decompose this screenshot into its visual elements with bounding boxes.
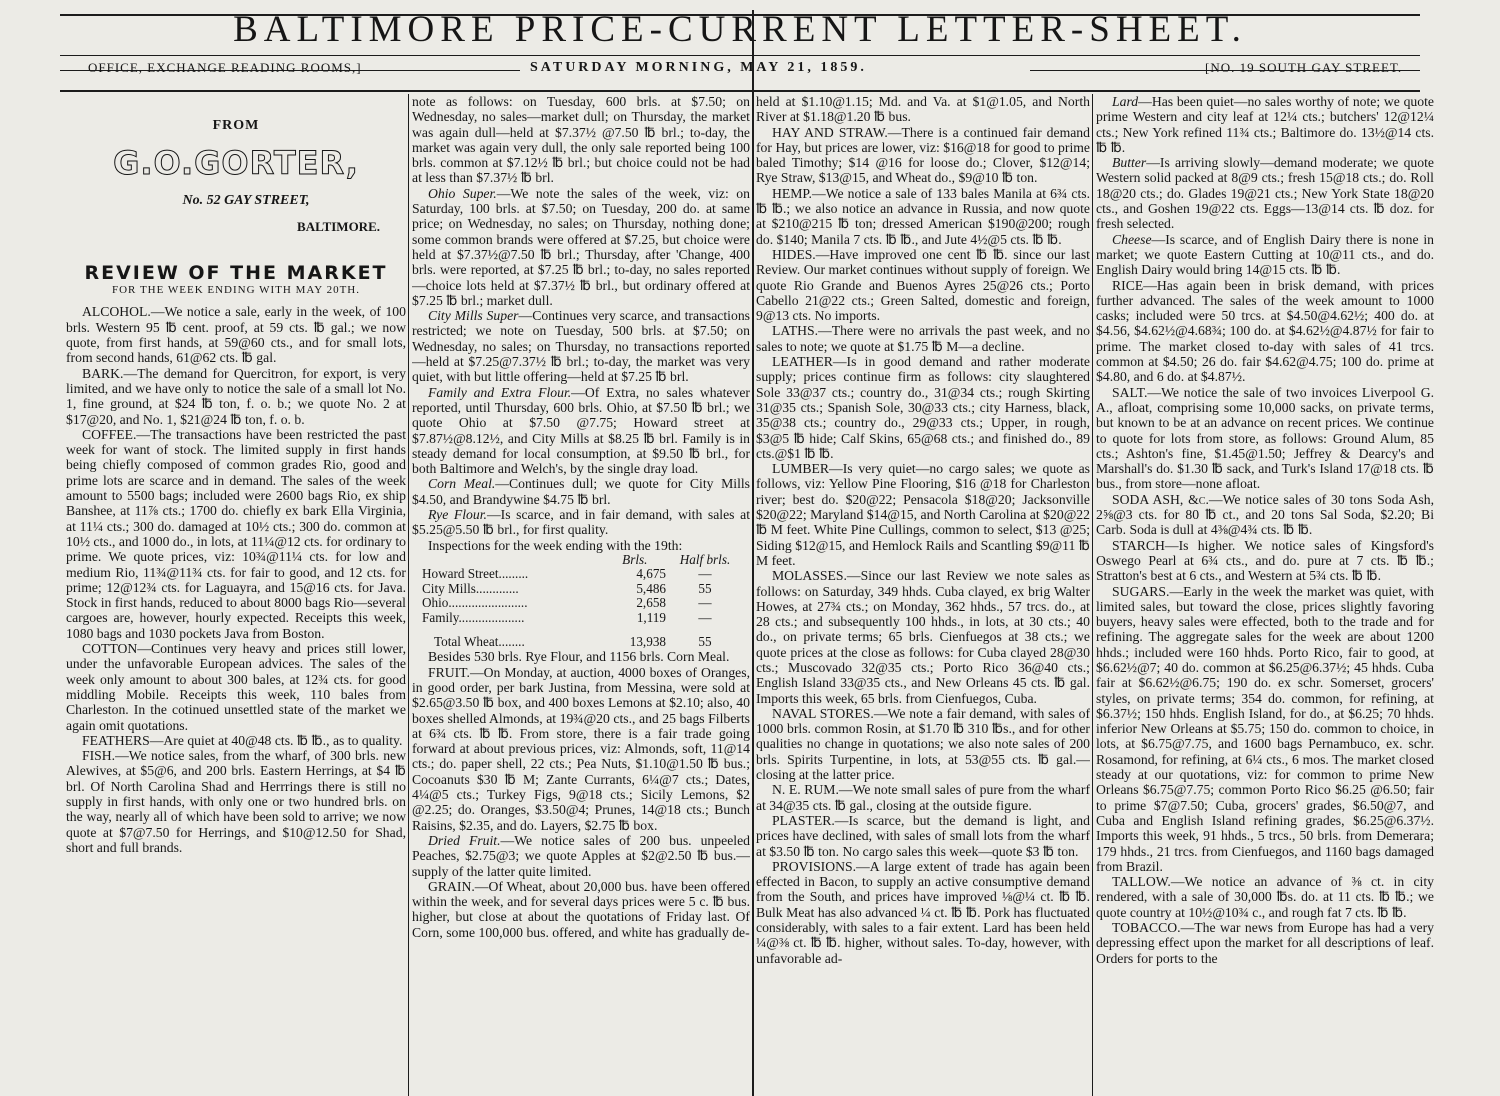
item-heading: Lard (1112, 94, 1139, 109)
market-item (1096, 94, 1434, 155)
market-item (756, 323, 1090, 354)
item-text: —Have improved one cent ℔ ℔. since our last Review. Our market continues without supply of foreign. We quote Rio Grande and Buenos Ayres 25@26 cts.; Porto Cabello 21@22 cts.; Green Salted, domestic and foreign, 9@13 cts. No imports. (756, 246, 1090, 324)
market-item (412, 665, 750, 833)
table-row (420, 582, 742, 596)
item-text: —We notice sales, from the wharf, of 300 brls. new Alewives, at $5@6, and 200 brls. Eastern Herrings, at $4 ℔ brl. Of North Carolina Shad and Herrrings there is still no supply in first hands, with only one or two hundred brls. on the way, nearly all of which have been sold to arrive; we now quote at $7@7.50 for Herrings, and $10@12.50 for Shad, short and full brands. (66, 748, 406, 855)
market-item (756, 247, 1090, 323)
market-item (756, 461, 1090, 568)
item-heading: Cheese (1112, 231, 1152, 247)
market-item (1096, 232, 1434, 278)
item-heading: Ohio Super. (428, 185, 497, 201)
market-item (412, 186, 750, 308)
market-item (412, 476, 750, 507)
item-heading: LATHS. (772, 323, 819, 339)
item-heading: Butter (1112, 155, 1147, 171)
column-3 (756, 94, 1090, 1090)
item-text: —Continues dull; we quote for City Mills $4.50, and Brandywine $4.75 ℔ brl. (412, 476, 750, 507)
table-row (420, 611, 742, 625)
table-cell: Total Wheat........ (434, 633, 525, 649)
item-text: —Has been quiet—no sales worthy of note; we quote prime Western and city leaf at 12¼ cts.; butchers' 12@12¼ cts.; New York refined 11¾ cts.; Baltimore do. 13½@14 cts. ℔ ℔. (1096, 94, 1434, 155)
item-heading: SODA ASH, &c. (1112, 491, 1209, 507)
item-heading: MOLASSES. (772, 568, 847, 584)
item-heading: N. E. RUM. (772, 782, 839, 798)
market-item (412, 879, 750, 940)
item-heading: COTTON (82, 641, 138, 657)
item-heading: TOBACCO. (1112, 920, 1181, 936)
item-text: —Of Extra, no sales whatever reported, until Thursday, 600 brls. Ohio, at $7.50 ℔ brl.; we quote Ohio at $7.50 @7.75; Howard street at $7.87½@8.12½, and City Mills at $8.25 ℔ brl. Family is in steady demand for local consumption, at $9.50 ℔ brl., for both Baltimore and Welch's, by the single dray load. (412, 384, 750, 477)
date-line: SATURDAY MORNING, MAY 21, 1859. (530, 60, 867, 75)
item-heading: Family and Extra Flour. (428, 384, 572, 400)
market-item: held at $1.10@1.15; Md. and Va. at $1@1.05, and North River at $1.18@1.20 ℔ bus. (756, 94, 1090, 125)
table-header-row (420, 553, 742, 567)
firm-address: No. 52 GAY STREET, (182, 193, 310, 209)
market-item (66, 748, 406, 855)
table-cell: 2,658 (636, 595, 666, 611)
market-item (756, 782, 1090, 813)
market-item (1096, 874, 1434, 920)
table-cell: 55 (698, 633, 712, 649)
market-item (1096, 584, 1434, 875)
item-text: —We notice the sale of two invoices Liverpool G. A., afloat, comprising some 10,000 sacks, on private terms, but known to be at an advance on recent prices. We continue to quote for lots from store, as follows: Ground Alum, 85 cts.; Ashton's fine, $1.45@1.50; Jeffrey & Dearcy's and Marshall's do. $1.30 ℔ sack, and Turk's Island 17@18 cts. ℔ bus., from store—none afloat. (1096, 384, 1434, 492)
subline-underline (60, 90, 1420, 92)
column-divider-2 (752, 10, 754, 1096)
column-1 (66, 94, 406, 1090)
item-text: —We note small sales of pure from the wharf at 34@35 cts. ℔ gal., closing at the outside figure. (756, 782, 1090, 813)
table-cell: 1,119 (636, 609, 666, 625)
item-heading: FRUIT. (428, 664, 470, 680)
item-heading: PLASTER. (772, 812, 835, 828)
item-text: —On Monday, at auction, 4000 boxes of Oranges, in good order, per bark Justina, from Messina, were sold at $2.65@3.50 ℔ box, and 400 boxes Lemons at $2.10; also, 40 boxes shelled Almonds, at 19¾@20 cts., and 25 bags Filberts at 6¾ cts. ℔ ℔. From store, there is a fair trade going forward at about previous prices, viz: Almonds, soft, 11@14 cts.; do. paper shell, 22 cts.; Pea Nuts, $1.10@1.50 ℔ bus.; Cocoanuts $30 ℔ M; Zante Currants, 6¼@7 cts.; Dates, 4¼@5 cts.; Turkey Figs, 9@18 cts.; Sicily Lemons, $2 @2.25; do. Oranges, $3.50@4; Prunes, 14@18 cts.; Bunch Raisins, $2.35, and do. Layers, $2.75 ℔ box. (412, 664, 750, 833)
item-heading: STARCH (1112, 537, 1165, 553)
market-item (1096, 538, 1434, 584)
item-text: —There were no arrivals the past week, and no sales to note; we quote at $1.75 ℔ M—a decline. (756, 323, 1090, 354)
inspections-title: Inspections for the week ending with the 19th: (428, 537, 683, 553)
item-heading: COFFEE. (82, 426, 137, 442)
item-heading: RICE (1112, 277, 1144, 293)
table-cell: — (698, 566, 712, 582)
market-item (412, 833, 750, 879)
item-heading: HIDES. (772, 246, 816, 262)
masthead-title: BALTIMORE PRICE-CURRENT LETTER-SHEET. (233, 9, 1247, 50)
item-heading: PROVISIONS. (772, 858, 857, 874)
column-divider-3 (1092, 94, 1093, 1096)
item-heading: FEATHERS (82, 732, 150, 748)
item-heading: GRAIN. (428, 878, 475, 894)
table-cell: City Mills............. (422, 580, 519, 596)
item-text: —Since our last Review we note sales as follows: on Saturday, 349 hhds. Cuba clayed, ex brig Walter Howes, at 27¾ cts.; on Monday, 362 hhds., 57 trcs. do., at 28 cts.; and subsequently 100 hhds., in lots, at 30 cts.; 40 do., on private terms; 65 brls. Cienfuegos at 38 cts.; we quote prices at the close as follows: for Cuba clayed 28@30 cts.; Muscovado 32@35 cts.; Porto Rico 36@40 cts.; English Island 33@35 cts., and New Orleans 45 cts. ℔ gal. Imports this week, 65 brls. from Cienfuegos, Cuba. (756, 568, 1090, 706)
column-4 (1096, 94, 1434, 1090)
inspections-table (420, 553, 742, 649)
review-subtitle: FOR THE WEEK ENDING WITH MAY 20TH. (112, 284, 360, 297)
item-text: —The transactions have been restricted the past week for want of stock. The limited supply in first hands being chiefly composed of common grades Rio, good and prime lots are scarce and in demand. The sales of the week amount to 5500 bags; included were 2600 bags Rio, ex ship Banshee, at 11⅞ cts.; 1700 do. chiefly ex bark Ella Virginia, at 11¼ cts.; 300 do. damaged at 10½ cts.; 300 do. common at 10½ cts., and 1000 do., in lots, at 11¼@12 cts. for ordinary to prime. We quote prices, viz: 10¾@11¼ cts. for low and medium Rio, 11¾@11¾ cts. for fair to good, and 12 cts. for prime; 12@12¾ cts. for Laguayra, and 15@16 cts. for Java. Stock in first hands, reduced to about 8000 bags Rio—several cargoes are, however, hourly expected. Receipts this week, 1080 bags and 1030 pockets Java from Boston. (66, 426, 406, 641)
item-text: —We notice a sale of 133 bales Manila at 6¾ cts. ℔ ℔.; we also notice an advance in Russia, and now quote at $210@215 ℔ ton; dressed American $190@200; rough do. $140; Manila 7 cts. ℔ ℔., and Jute 4½@5 cts. ℔ ℔. (756, 185, 1090, 247)
column-header: Half brls. (679, 551, 731, 567)
market-item (1096, 920, 1434, 966)
item-text: —Of Wheat, about 20,000 bus. have been offered within the week, and for several days prices were 5 c. ℔ bus. higher, but close at about the quotations of Friday last. Of Corn, some 100,000 bus. offered, and white has gradually de- (412, 878, 750, 940)
table-cell: 13,938 (629, 633, 666, 649)
item-heading: Rye Flour. (428, 507, 487, 523)
firm-name: G.O.GORTER, (113, 144, 359, 183)
item-heading: HEMP. (772, 185, 812, 201)
item-text: —Is scarce, and in fair demand, with sales at $5.25@5.50 ℔ brl., for first quality. (412, 507, 750, 538)
item-text: —Continues very scarce, and transactions restricted; we note on Tuesday, 500 brls. at $7.50; on Wednesday, no sales; on Thursday, no transactions reported—held at $7.25@7.37½ ℔ brl.; to-day, the market was very quiet, with but little offering—held at $7.25 ℔ brl. (412, 308, 750, 385)
card-from: FROM (212, 118, 260, 133)
item-text: —We notice sales of 200 bus. unpeeled Peaches, $2.75@3; we quote Apples at $2@2.50 ℔ bus.—supply of the latter quite limited. (412, 832, 750, 879)
market-item (1096, 155, 1434, 231)
table-cell: 4,675 (636, 566, 666, 582)
market-item (756, 186, 1090, 247)
item-heading: SALT. (1112, 384, 1148, 400)
column-header: Brls. (622, 551, 648, 567)
item-text: —Early in the week the market was quiet, with limited sales, but toward the close, prices slightly favoring buyers, heavy sales were effected, both to the trade and for refining. The aggregate sales for the week are about 1200 hhds.; included were 160 hhds. Porto Rico, fair to good, at $6.62½@7; 40 do. common at $6.25@6.37½; 45 hhds. Cuba fair at $6.62½@6.75; 190 do. ex schr. Somerset, grocers' styles, on private terms; 354 do. common, for refining, at $6.37½; 150 hhds. English Island, for do., at $6.25; 70 hhds. inferior New Orleans at $5.75; 150 do. common to choice, in lots, at $6.75@7.75, and 1600 bags Pernambuco, ex. schr. Rosamond, for refining, at 6¼ cts., 6 mos. The market closed steady at our quotations, viz: for common to prime New Orleans $6.75@7.75; common Porto Rico $6.25 @6.50; fair to prime $7@7.50; Cuba, grocers' grades, $6.50@7, and Cuba and English Island refining grades, $6.25@6.37½. Imports this week, 91 hhds., 5 trcs., 50 brls. from Demerara; 179 hhds., 21 trcs. from Cienfuegos, and 1160 bags damaged from Brazil. (1096, 583, 1434, 874)
table-cell: — (698, 595, 712, 611)
item-text: —Is scarce, but the demand is light, and prices have declined, with sales of small lots from the wharf at $3.50 ℔ ton. No cargo sales this week—quote $3 ℔ ton. (756, 812, 1090, 859)
market-item (412, 308, 750, 384)
item-heading: LEATHER (772, 354, 833, 370)
inspections-note: Besides 530 brls. Rye Flour, and 1156 brls. Corn Meal. (428, 649, 730, 665)
item-text: —A large extent of trade has again been effected in Bacon, to supply an active consumptive demand from the South, and prices have improved ⅛@¼ ct. ℔ ℔. Bulk Meat has also advanced ¼ ct. ℔ ℔. Pork has fluctuated considerably, with sales to a fair extent. Lard has been held ¼@⅜ ct. ℔ ℔. higher, without sales. To-day, however, with unfavorable ad- (756, 858, 1090, 966)
table-cell: — (698, 609, 712, 625)
item-text: —We note a fair demand, with sales of 1000 brls. common Rosin, at $1.70 ℔ 310 ℔s., and for other qualities no change in quotations; we also note sales of 200 brls. Spirits Turpentine, in lots, at 53@55 cts. ℔ gal.—closing at the latter price. (756, 705, 1090, 783)
market-item (412, 385, 750, 477)
item-text: —We note the sales of the week, viz: on Saturday, 100 brls. at $7.50; on Tuesday, 200 do. at same price; on Wednesday, no sales; on Thursday, nothing done; some common brands were offered at $7.25, but choice were held at $7.37½@7.50 ℔ brl.; Thursday, after 'Change, 400 brls. were reported, at $7.25 ℔ brl.; to-day, no sales reported—choice lots held at $7.37½ ℔ brl., but ordinary offered at $7.25 ℔ brl.; market dull. (412, 185, 750, 308)
market-item (756, 706, 1090, 782)
market-item (756, 813, 1090, 859)
item-heading: TALLOW. (1112, 874, 1171, 890)
item-text: —Is arriving slowly—demand moderate; we quote Western solid packed at 8@9 cts.; fresh 15@18 cts.; do. Roll 18@20 cts.; do. Glades 19@21 cts.; New York State 18@20 cts., and Goshen 19@22 cts. Eggs—13@14 cts. ℔ doz. for fresh selected. (1096, 155, 1434, 232)
item-text: —We notice sales of 30 tons Soda Ash, 2⅝@3 cts. for 80 ℔ ct., and 20 tons Sal Soda, $2.20; Bi Carb. Soda is dull at 4⅜@4¾ cts. ℔ ℔. (1096, 491, 1434, 538)
item-text: —Has again been in brisk demand, with prices further advanced. The sales of the week amount to 1000 casks; included were 50 trcs. at $4.50@4.62½; 400 do. at $4.56, $4.62½@4.68¾; 100 do. at $4.62½@4.87½ for fair to prime. The market closed to-day with sales of 41 trcs. common at $4.50; 26 do. fair $4.62@4.75; 100 do. prime at $4.80, and 6 do. at $4.87½. (1096, 277, 1434, 385)
column-divider-1 (408, 94, 409, 1096)
item-heading: SUGARS. (1112, 583, 1170, 599)
table-cell: Howard Street......... (422, 566, 529, 582)
table-cell: 5,486 (636, 580, 666, 596)
table-row (420, 596, 742, 610)
market-item (412, 507, 750, 538)
table-cell: 55 (698, 580, 712, 596)
item-heading: BARK. (82, 365, 124, 381)
firm-city: BALTIMORE. (297, 218, 380, 234)
market-item (66, 641, 406, 733)
item-text: —Is very quiet—no cargo sales; we quote as follows, viz: Yellow Pine Flooring, $16 @18 for Charleston river; best do. $20@22; Pensacola $18@20; Jacksonville $20@22; Maryland $14@15, and North Carolina at $20@22 ℔ M feet. White Pine Cullings, common to select, $13 @25; Siding $12@15, and Hemlock Rails and Scantling $9@11 ℔ M feet. (756, 461, 1090, 568)
market-item (66, 304, 406, 365)
item-text: —Continues very heavy and prices still lower, under the unfavorable European advices. The sales of the week only amount to about 300 bales, at 12¾ cts. for good middling Mobile. Receipts this week, 110 bales from Charleston. In the cotinued unsettled state of the market we again omit quotations. (66, 641, 406, 733)
street-address-line: [NO. 19 SOUTH GAY STREET. (1205, 60, 1403, 75)
market-item (1096, 278, 1434, 385)
item-heading: NAVAL STORES. (772, 705, 874, 721)
item-heading: HAY AND STRAW. (772, 124, 888, 140)
item-text: —There is a continued fair demand for Hay, but prices are lower, viz: $16@18 for good to prime baled Timothy; $14 @16 for loose do.; Clover, $12@14; Rye Straw, $13@15, and Wheat do., $9@10 ℔ ton. (756, 124, 1090, 186)
item-heading: Corn Meal. (428, 476, 496, 492)
masthead-underline (60, 55, 1420, 56)
item-text: —The war news from Europe has had a very depressing effect upon the market for all descriptions of leaf. Orders for ports to the (1096, 920, 1434, 966)
table-cell: Family.................... (422, 609, 525, 625)
item-text: —Is higher. We notice sales of Kingsford's Oswego Pearl at 6¾ cts., and do. pure at 7 cts. ℔ ℔.; Stratton's best at 6 cts., and Western at 5¾ cts. ℔ ℔. (1096, 537, 1434, 584)
item-heading: FISH. (82, 748, 116, 764)
column-2 (412, 94, 750, 1090)
market-item (66, 733, 406, 748)
table-total-row (420, 625, 742, 649)
item-text: —The demand for Quercitron, for export, is very limited, and we have only to notice the sale of a small lot No. 1, fine ground, at $24 ℔ ton, f. o. b.; we quote No. 2 at $17@20, and No. 1, $21@24 ℔ ton, f. o. b. (66, 365, 406, 427)
market-item (1096, 492, 1434, 538)
item-heading: Dried Fruit. (428, 832, 501, 848)
item-heading: City Mills Super (428, 308, 519, 324)
market-item (756, 125, 1090, 186)
office-line: OFFICE, EXCHANGE READING ROOMS,] (88, 60, 362, 75)
item-text: —Is in good demand and rather moderate supply; prices continue firm as follows: city slaughtered Sole 33@37 cts.; country do., 31@34 cts.; rough Skirting 31@35 cts.; Spanish Sole, 30@33 cts.; city Harness, black, 35@38 cts.; country do., 29@33 cts.; Upper, in rough, $3@5 ℔ hide; Calf Skins, 65@68 cts.; and finished do., 89 cts.@$1 ℔ ℔. (756, 354, 1090, 461)
market-item (1096, 385, 1434, 492)
market-item (756, 859, 1090, 966)
review-title: REVIEW OF THE MARKET (84, 261, 388, 284)
item-heading: ALCOHOL. (82, 304, 151, 320)
market-item (66, 427, 406, 641)
item-text: —We notice a sale, early in the week, of 100 brls. Western 95 ℔ cent. proof, at 59 cts. ℔ gal.; we now quote, from first hands, at 59@60 cts., and for small lots, from second hands, 61@62 cts. ℔ gal. (66, 304, 406, 366)
business-card (66, 118, 406, 234)
item-heading: LUMBER (772, 461, 830, 477)
market-item (756, 568, 1090, 706)
market-item (756, 354, 1090, 461)
item-text: —Is scarce, and of English Dairy there is none in market; we quote Eastern Cutting at 10@11 cts., and do. English Dairy would bring 14@15 cts. ℔ ℔. (1096, 231, 1434, 278)
item-text: —We notice an advance of ⅜ ct. in city rendered, with a sale of 30,000 ℔s. do. at 11 cts. ℔ ℔.; we quote country at 10½@10¾ c., and rough fat 7 cts. ℔ ℔. (1096, 874, 1434, 920)
table-cell: Ohio........................ (422, 595, 528, 611)
item-text: —Are quiet at 40@48 cts. ℔ ℔., as to quality. (149, 732, 403, 748)
table-row (420, 567, 742, 581)
market-item: note as follows: on Tuesday, 600 brls. at $7.50; on Wednesday, no sales—market dull; on Thursday, the market was again dull—held at $7.37½ @7.50 ℔ brl.; to-day, the market was again very dull, the only sale reported being 100 brls. common at $7.12½ ℔ brl.; but choice could not be had at less than $7.37½ ℔ brl. (412, 94, 750, 186)
market-item (66, 366, 406, 427)
